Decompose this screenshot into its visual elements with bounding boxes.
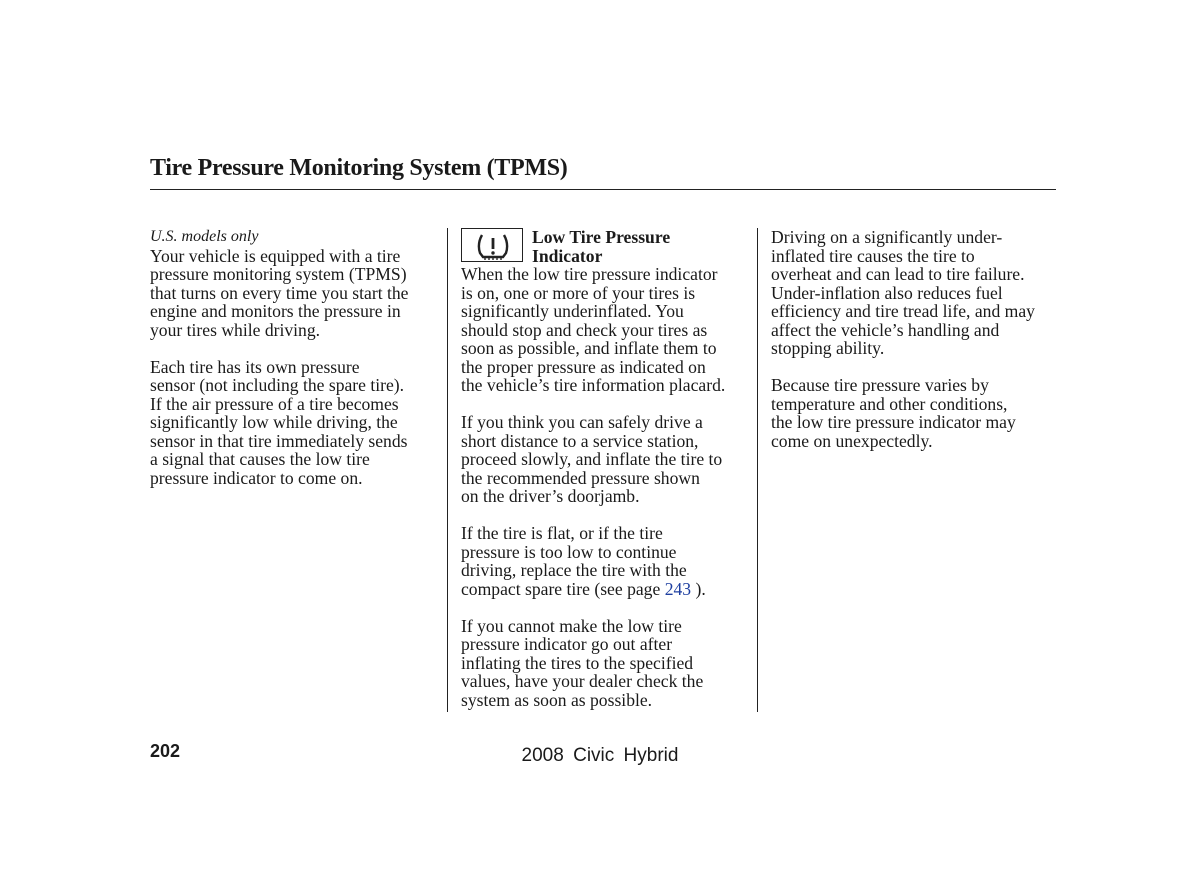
column-3 <box>771 228 1061 469</box>
flat-tire-text-end: ). <box>691 578 706 599</box>
title-rule <box>150 189 1056 190</box>
column-2 <box>461 228 751 728</box>
page-title: Tire Pressure Monitoring System (TPMS) <box>150 155 568 181</box>
column-divider-2 <box>757 228 758 712</box>
page-243-link[interactable]: 243 <box>664 578 692 599</box>
models-note: U.S. models only <box>150 228 259 245</box>
column-1 <box>150 228 442 506</box>
dealer-check-paragraph: If you cannot make the low tire pressure indicator go out after inflating the tires to the specified values, have your dealer check the system as soon as possible. <box>461 615 704 710</box>
sensor-paragraph: Each tire has its own pressure sensor (not including the spare tire). If the air pressure of a tire becomes significantly low while driving, the sensor in that tire immediately sends a signal that causes the low tire pressure indicator to come on. <box>150 356 408 488</box>
underinflation-paragraph: Driving on a significantly under- inflated tire causes the tire to overheat and can lead to tire failure. Under-inflation also reduces fuel efficiency and tire tread life, and may affect the vehicle’s handling and stopping ability. <box>771 227 1035 358</box>
indicator-on-paragraph: When the low tire pressure indicator is on, one or more of your tires is significantly underinflated. You should stop and check your tires as soon as possible, and inflate them to the proper pressure as indicated on the vehicle’s tire information placard. <box>461 264 726 395</box>
temperature-paragraph: Because tire pressure varies by temperature and other conditions, the low tire pressure indicator may come on unexpectedly. <box>771 375 1016 451</box>
footer-model: 2008 Civic Hybrid <box>521 745 679 766</box>
flat-tire-text: If the tire is flat, or if the tire pressure is too low to continue driving, replace the tire with the compact spare tire (see page <box>461 523 687 599</box>
indicator-heading: Low Tire Pressure Indicator <box>532 227 671 266</box>
drive-service-paragraph: If you think you can safely drive a short distance to a service station, proceed slowly, and inflate the tire to the recommended pressure shown on the driver’s doorjamb. <box>461 412 723 506</box>
column-divider-1 <box>447 228 448 712</box>
low-tire-pressure-icon <box>475 231 511 261</box>
indicator-icon-box <box>461 228 523 262</box>
intro-paragraph: Your vehicle is equipped with a tire pressure monitoring system (TPMS) that turns on every time you start the engine and monitors the pressure in your tires while driving. <box>150 245 409 340</box>
flat-tire-paragraph <box>461 524 751 598</box>
indicator-header <box>461 228 751 265</box>
page-number: 202 <box>150 741 181 761</box>
